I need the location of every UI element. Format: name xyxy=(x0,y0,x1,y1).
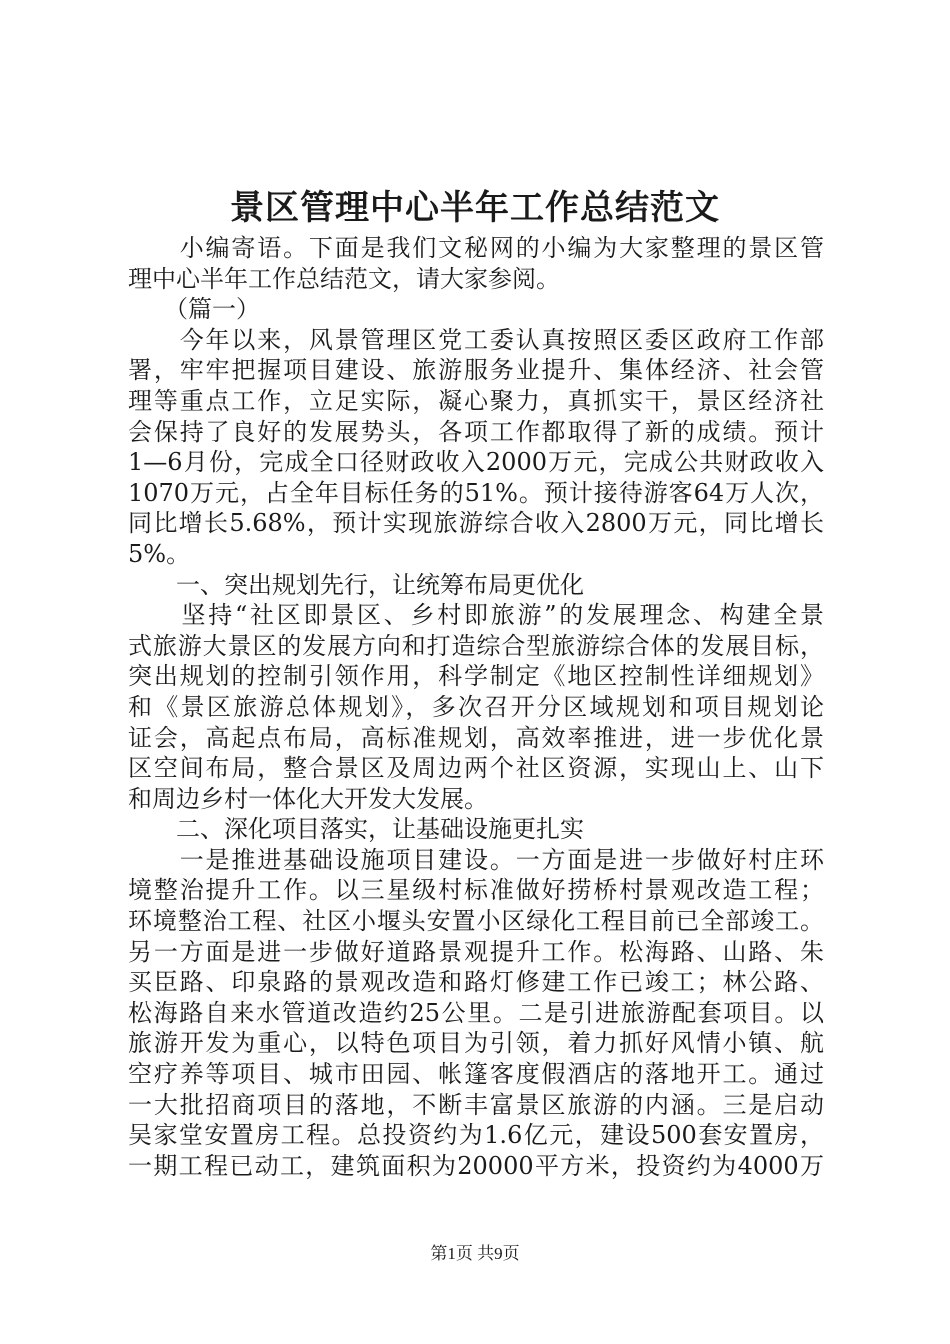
text-line: 二、深化项目落实，让基础设施更扎实 xyxy=(128,815,584,844)
text-line: 理等重点工作，立足实际，凝心聚力，真抓实干，景区经济社 xyxy=(128,386,824,415)
text-line: 突出规划的控制引领作用，科学制定《地区控制性详细规划》 xyxy=(128,662,824,691)
text-line: 今年以来，风景管理区党工委认真按照区委区政府工作部 xyxy=(128,325,824,354)
text-line: 同比增长5.68%，预计实现旅游综合收入2800万元，同比增长 xyxy=(128,509,824,538)
text-line: 境整治提升工作。以三星级村标准做好捞桥村景观改造工程； xyxy=(128,876,824,905)
text-line: 式旅游大景区的发展方向和打造综合型旅游综合体的发展目标， xyxy=(128,631,824,660)
text-line: 松海路自来水管道改造约25公里。二是引进旅游配套项目。以 xyxy=(128,998,824,1027)
text-line: 买臣路、印泉路的景观改造和路灯修建工作已竣工；林公路、 xyxy=(128,968,824,997)
text-line: 另一方面是进一步做好道路景观提升工作。松海路、山路、朱 xyxy=(128,937,824,966)
text-line: 坚持“社区即景区、乡村即旅游”的发展理念、构建全景 xyxy=(128,601,824,630)
document-title: 景区管理中心半年工作总结范文 xyxy=(230,188,720,228)
text-line: （篇一） xyxy=(128,295,260,324)
text-line: 证会，高起点布局，高标准规划，高效率推进，进一步优化景 xyxy=(128,723,824,752)
text-line: 区空间布局，整合景区及周边两个社区资源，实现山上、山下 xyxy=(128,754,824,783)
text-line: 会保持了良好的发展势头，各项工作都取得了新的成绩。预计 xyxy=(128,417,824,446)
text-line: 理中心半年工作总结范文，请大家参阅。 xyxy=(128,264,560,293)
document-body xyxy=(128,233,824,1181)
text-line: 吴家堂安置房工程。总投资约为1.6亿元，建设500套安置房， xyxy=(128,1121,824,1150)
text-line: 署，牢牢把握项目建设、旅游服务业提升、集体经济、社会管 xyxy=(128,356,824,385)
text-line: 环境整治工程、社区小堰头安置小区绿化工程目前已全部竣工。 xyxy=(128,907,824,936)
page-footer: 第1页 共9页 xyxy=(430,1244,520,1263)
text-line: 旅游开发为重心，以特色项目为引领，着力抓好风情小镇、航 xyxy=(128,1029,824,1058)
text-line: 一是推进基础设施项目建设。一方面是进一步做好村庄环 xyxy=(128,845,824,874)
text-line: 空疗养等项目、城市田园、帐篷客度假酒店的落地开工。通过 xyxy=(128,1060,824,1089)
text-line: 1—6月份，完成全口径财政收入2000万元，完成公共财政收入 xyxy=(128,448,824,477)
text-line: 一大批招商项目的落地，不断丰富景区旅游的内涵。三是启动 xyxy=(128,1090,824,1119)
text-line: 小编寄语。下面是我们文秘网的小编为大家整理的景区管 xyxy=(128,234,824,262)
text-line: 一期工程已动工，建筑面积为20000平方米，投资约为4000万 xyxy=(128,1151,824,1180)
text-line: 和《景区旅游总体规划》，多次召开分区域规划和项目规划论 xyxy=(128,692,824,721)
text-line: 和周边乡村一体化大开发大发展。 xyxy=(128,784,488,813)
text-line: 1070万元，占全年目标任务的51%。预计接待游客64万人次， xyxy=(128,478,824,507)
text-line: 一、突出规划先行，让统筹布局更优化 xyxy=(128,570,584,599)
text-line: 5%。 xyxy=(128,539,191,568)
